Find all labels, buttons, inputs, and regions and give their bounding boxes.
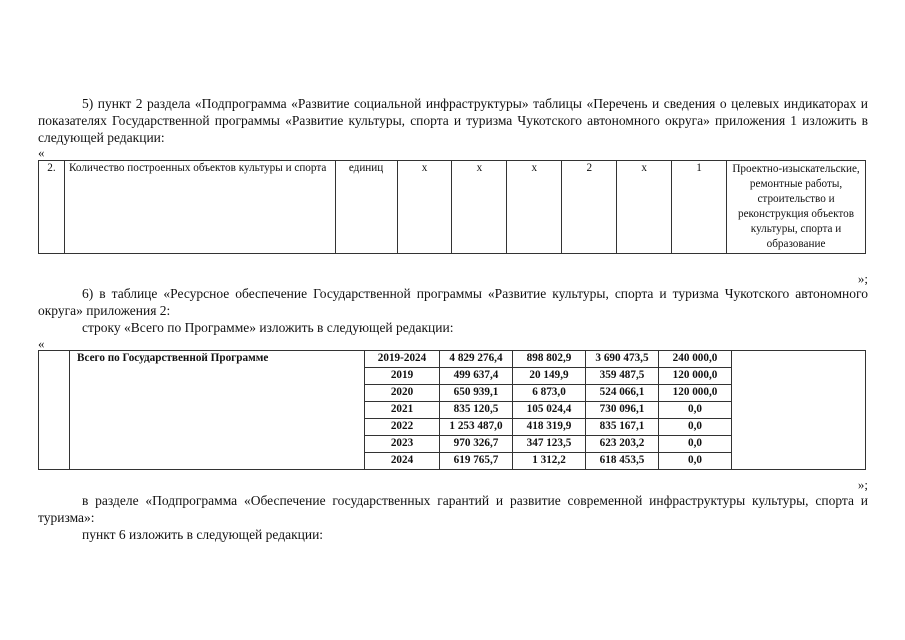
amount-cell: 0,0 bbox=[659, 419, 732, 436]
total-cell: 835 120,5 bbox=[440, 402, 513, 419]
closing-quote: »; bbox=[857, 477, 868, 492]
paragraph-instruction: строку «Всего по Программе» изложить в следующей редакции: bbox=[82, 320, 454, 335]
period-cell: 2023 bbox=[365, 436, 440, 453]
value-cell: x bbox=[452, 161, 507, 254]
paragraph-point-6: пункт 6 изложить в следующей редакции: bbox=[82, 527, 324, 542]
amount-cell: 6 873,0 bbox=[513, 385, 586, 402]
amount-cell: 359 487,5 bbox=[586, 368, 659, 385]
period-cell: 2021 bbox=[365, 402, 440, 419]
total-cell: 970 326,7 bbox=[440, 436, 513, 453]
paragraph-item-5: 5) пункт 2 раздела «Подпрограмма «Развитие социальной инфраструктуры» таблицы «Перечень и сведения о целевых индикаторах и показателях Государственной программы «Развитие культуры, спорта и туризма Чукотского автономного округа» приложения 1 изложить в следующей редакции: bbox=[38, 96, 868, 145]
amount-cell: 240 000,0 bbox=[659, 351, 732, 368]
amount-cell: 0,0 bbox=[659, 436, 732, 453]
value-cell: 2 bbox=[562, 161, 617, 254]
total-cell: 619 765,7 bbox=[440, 453, 513, 470]
amount-cell: 347 123,5 bbox=[513, 436, 586, 453]
table-row bbox=[39, 351, 866, 368]
amount-cell: 835 167,1 bbox=[586, 419, 659, 436]
amount-cell: 618 453,5 bbox=[586, 453, 659, 470]
empty-cell bbox=[732, 351, 866, 470]
empty-cell bbox=[39, 351, 70, 470]
paragraph-section-ref: в разделе «Подпрограмма «Обеспечение государственных гарантий и развитие современной инфраструктуры культуры, спорта и туризма»: bbox=[38, 493, 868, 525]
value-cell: x bbox=[397, 161, 452, 254]
value-cell: x bbox=[617, 161, 672, 254]
value-cell: x bbox=[507, 161, 562, 254]
amount-cell: 20 149,9 bbox=[513, 368, 586, 385]
total-cell: 499 637,4 bbox=[440, 368, 513, 385]
amount-cell: 0,0 bbox=[659, 402, 732, 419]
amount-cell: 120 000,0 bbox=[659, 368, 732, 385]
opening-quote: « bbox=[38, 145, 45, 160]
resource-table bbox=[38, 350, 866, 470]
amount-cell: 730 096,1 bbox=[586, 402, 659, 419]
total-cell: 650 939,1 bbox=[440, 385, 513, 402]
program-label-cell: Всего по Государственной Программе bbox=[70, 351, 365, 470]
period-cell: 2020 bbox=[365, 385, 440, 402]
unit-cell: единиц bbox=[335, 161, 397, 254]
amount-cell: 0,0 bbox=[659, 453, 732, 470]
period-cell: 2019 bbox=[365, 368, 440, 385]
value-cell: 1 bbox=[672, 161, 727, 254]
amount-cell: 524 066,1 bbox=[586, 385, 659, 402]
amount-cell: 1 312,2 bbox=[513, 453, 586, 470]
opening-quote: « bbox=[38, 336, 45, 351]
total-cell: 1 253 487,0 bbox=[440, 419, 513, 436]
closing-quote: »; bbox=[857, 271, 868, 286]
amount-cell: 3 690 473,5 bbox=[586, 351, 659, 368]
period-cell: 2024 bbox=[365, 453, 440, 470]
row-number-cell: 2. bbox=[39, 161, 65, 254]
table-row bbox=[39, 161, 866, 254]
note-cell: Проектно-изыскательские, ремонтные работы, строительство и реконструкция объектов культуры, спорта и образование bbox=[727, 161, 866, 254]
total-cell: 4 829 276,4 bbox=[440, 351, 513, 368]
amount-cell: 898 802,9 bbox=[513, 351, 586, 368]
amount-cell: 418 319,9 bbox=[513, 419, 586, 436]
period-cell: 2019-2024 bbox=[365, 351, 440, 368]
paragraph-item-6: 6) в таблице «Ресурсное обеспечение Государственной программы «Развитие культуры, спорта и туризма Чукотского автономного округа» приложения 2: bbox=[38, 286, 868, 318]
indicator-name-cell: Количество построенных объектов культуры и спорта bbox=[64, 161, 335, 254]
indicator-table bbox=[38, 160, 866, 254]
amount-cell: 120 000,0 bbox=[659, 385, 732, 402]
period-cell: 2022 bbox=[365, 419, 440, 436]
amount-cell: 623 203,2 bbox=[586, 436, 659, 453]
amount-cell: 105 024,4 bbox=[513, 402, 586, 419]
